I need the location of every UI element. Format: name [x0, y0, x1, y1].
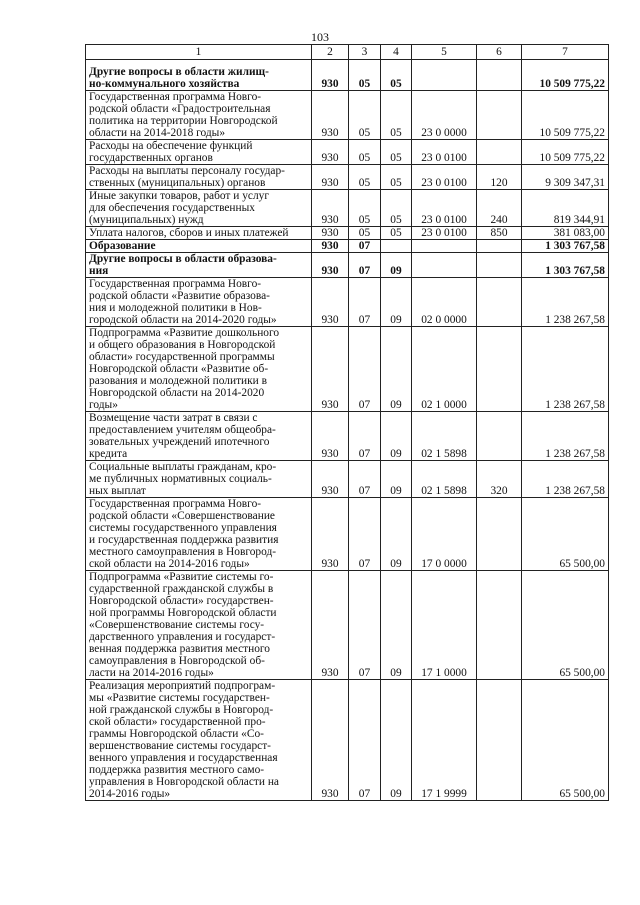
cell-amount: 65 500,00	[522, 680, 609, 801]
cell-amount: 1 238 267,58	[522, 461, 609, 498]
row-name: Возмещение части затрат в связи с предоставлением учителям общеобра- зовательных учреждений ипотечного кредита	[86, 412, 312, 461]
cell-amount: 10 509 775,22	[522, 60, 609, 91]
table-row	[86, 571, 609, 680]
cell-expense-type: 850	[477, 227, 522, 240]
table-body	[86, 60, 609, 801]
cell-admin-code: 930	[312, 60, 349, 91]
table-row	[86, 240, 609, 253]
cell-section: 07	[349, 253, 381, 278]
cell-expense-type	[477, 412, 522, 461]
cell-section: 07	[349, 680, 381, 801]
cell-amount: 65 500,00	[522, 498, 609, 571]
cell-target-article: 23 0 0100	[412, 227, 477, 240]
table-row	[86, 412, 609, 461]
cell-target-article: 23 0 0100	[412, 165, 477, 190]
cell-target-article: 23 0 0100	[412, 140, 477, 165]
cell-admin-code: 930	[312, 327, 349, 412]
cell-subsection: 09	[381, 412, 412, 461]
row-name: Расходы на обеспечение функций государственных органов	[86, 140, 312, 165]
cell-section: 05	[349, 165, 381, 190]
cell-amount: 9 309 347,31	[522, 165, 609, 190]
cell-target-article: 02 1 5898	[412, 461, 477, 498]
table-header	[86, 45, 609, 60]
cell-section: 07	[349, 498, 381, 571]
cell-amount: 1 238 267,58	[522, 278, 609, 327]
cell-admin-code: 930	[312, 227, 349, 240]
column-header: 3	[349, 45, 381, 60]
cell-admin-code: 930	[312, 253, 349, 278]
row-name: Образование	[86, 240, 312, 253]
row-name: Социальные выплаты гражданам, кро- ме публичных нормативных социаль- ных выплат	[86, 461, 312, 498]
cell-section: 07	[349, 240, 381, 253]
cell-admin-code: 930	[312, 165, 349, 190]
cell-subsection: 05	[381, 190, 412, 227]
cell-admin-code: 930	[312, 498, 349, 571]
column-header: 2	[312, 45, 349, 60]
cell-subsection: 05	[381, 140, 412, 165]
table-row	[86, 253, 609, 278]
table-row	[86, 461, 609, 498]
cell-subsection: 09	[381, 680, 412, 801]
budget-table	[85, 44, 609, 801]
row-name: Государственная программа Новго- родской области «Развитие образова- ния и молодежной политики в Нов- городской области на 2014-2020 годы»	[86, 278, 312, 327]
row-name: Уплата налогов, сборов и иных платежей	[86, 227, 312, 240]
cell-admin-code: 930	[312, 461, 349, 498]
row-name: Другие вопросы в области образова- ния	[86, 253, 312, 278]
cell-expense-type	[477, 240, 522, 253]
table-row	[86, 165, 609, 190]
column-header: 7	[522, 45, 609, 60]
cell-expense-type	[477, 91, 522, 140]
cell-subsection: 09	[381, 253, 412, 278]
cell-target-article: 23 0 0100	[412, 190, 477, 227]
table-row	[86, 140, 609, 165]
cell-target-article: 02 1 0000	[412, 327, 477, 412]
table-row	[86, 190, 609, 227]
cell-section: 05	[349, 91, 381, 140]
cell-section: 07	[349, 461, 381, 498]
cell-target-article: 02 1 5898	[412, 412, 477, 461]
row-name: Государственная программа Новго- родской области «Градостроительная политика на территории Новгородской области на 2014-2018 годы»	[86, 91, 312, 140]
row-name: Другие вопросы в области жилищ- но-коммунального хозяйства	[86, 60, 312, 91]
cell-target-article: 17 0 0000	[412, 498, 477, 571]
cell-subsection: 05	[381, 165, 412, 190]
cell-section: 05	[349, 227, 381, 240]
column-number-row	[86, 45, 609, 60]
cell-admin-code: 930	[312, 278, 349, 327]
cell-expense-type	[477, 140, 522, 165]
cell-section: 05	[349, 60, 381, 91]
cell-subsection: 09	[381, 278, 412, 327]
cell-expense-type	[477, 60, 522, 91]
table-row	[86, 327, 609, 412]
cell-section: 07	[349, 278, 381, 327]
column-header: 4	[381, 45, 412, 60]
cell-amount: 1 303 767,58	[522, 240, 609, 253]
cell-expense-type	[477, 253, 522, 278]
cell-target-article: 02 0 0000	[412, 278, 477, 327]
cell-target-article	[412, 253, 477, 278]
row-name: Иные закупки товаров, работ и услуг для обеспечения государственных (муниципальных) нужд	[86, 190, 312, 227]
cell-expense-type: 320	[477, 461, 522, 498]
cell-expense-type	[477, 498, 522, 571]
cell-expense-type	[477, 680, 522, 801]
cell-section: 05	[349, 190, 381, 227]
row-name: Государственная программа Новго- родской области «Совершенствование системы государственного управления и государственная поддержка развития местного самоуправления в Новгород- ской области на 2014-2016 годы»	[86, 498, 312, 571]
cell-amount: 819 344,91	[522, 190, 609, 227]
cell-admin-code: 930	[312, 140, 349, 165]
table-row	[86, 278, 609, 327]
cell-amount: 10 509 775,22	[522, 140, 609, 165]
cell-admin-code: 930	[312, 240, 349, 253]
cell-expense-type	[477, 327, 522, 412]
cell-expense-type: 120	[477, 165, 522, 190]
cell-subsection: 09	[381, 327, 412, 412]
cell-admin-code: 930	[312, 91, 349, 140]
cell-subsection	[381, 240, 412, 253]
cell-target-article: 17 1 9999	[412, 680, 477, 801]
row-name: Подпрограмма «Развитие дошкольного и общего образования в Новгородской области» государственной программы Новгородской области «Развитие об- разования и молодежной политики в Новгородской области на 2014-2020 годы»	[86, 327, 312, 412]
row-name: Реализация мероприятий подпрограм- мы «Развитие системы государствен- ной гражданской службы в Новгород- ской области» государственной про- граммы Новгородской области «Со- вершенствование системы государст- венного управления и государственная поддержка развития местного само- управления в Новгородской области на 2014-2016 годы»	[86, 680, 312, 801]
cell-target-article	[412, 60, 477, 91]
cell-amount: 65 500,00	[522, 571, 609, 680]
cell-subsection: 09	[381, 461, 412, 498]
cell-expense-type: 240	[477, 190, 522, 227]
table-row	[86, 498, 609, 571]
page-number: 103	[311, 30, 329, 44]
column-header: 1	[86, 45, 312, 60]
cell-amount: 1 238 267,58	[522, 327, 609, 412]
column-header: 6	[477, 45, 522, 60]
cell-subsection: 05	[381, 91, 412, 140]
cell-section: 07	[349, 327, 381, 412]
cell-subsection: 05	[381, 60, 412, 91]
cell-subsection: 09	[381, 571, 412, 680]
cell-section: 07	[349, 571, 381, 680]
cell-amount: 1 303 767,58	[522, 253, 609, 278]
cell-admin-code: 930	[312, 680, 349, 801]
row-name: Подпрограмма «Развитие системы го- сударственной гражданской службы в Новгородской области» государствен- ной программы Новгородской области «Совершенствование системы госу- дарственного управления и государст- венная поддержка развития местного самоуправления в Новгородской об- ласти на 2014-2016 годы»	[86, 571, 312, 680]
cell-amount: 10 509 775,22	[522, 91, 609, 140]
cell-expense-type	[477, 571, 522, 680]
row-name: Расходы на выплаты персоналу государ- ственных (муниципальных) органов	[86, 165, 312, 190]
table-row	[86, 91, 609, 140]
cell-admin-code: 930	[312, 571, 349, 680]
cell-expense-type	[477, 278, 522, 327]
cell-section: 07	[349, 412, 381, 461]
cell-admin-code: 930	[312, 412, 349, 461]
cell-target-article: 17 1 0000	[412, 571, 477, 680]
cell-subsection: 05	[381, 227, 412, 240]
table-row	[86, 60, 609, 91]
cell-target-article: 23 0 0000	[412, 91, 477, 140]
table-row	[86, 227, 609, 240]
cell-admin-code: 930	[312, 190, 349, 227]
column-header: 5	[412, 45, 477, 60]
cell-amount: 1 238 267,58	[522, 412, 609, 461]
cell-section: 05	[349, 140, 381, 165]
cell-subsection: 09	[381, 498, 412, 571]
cell-target-article	[412, 240, 477, 253]
cell-amount: 381 083,00	[522, 227, 609, 240]
table-row	[86, 680, 609, 801]
